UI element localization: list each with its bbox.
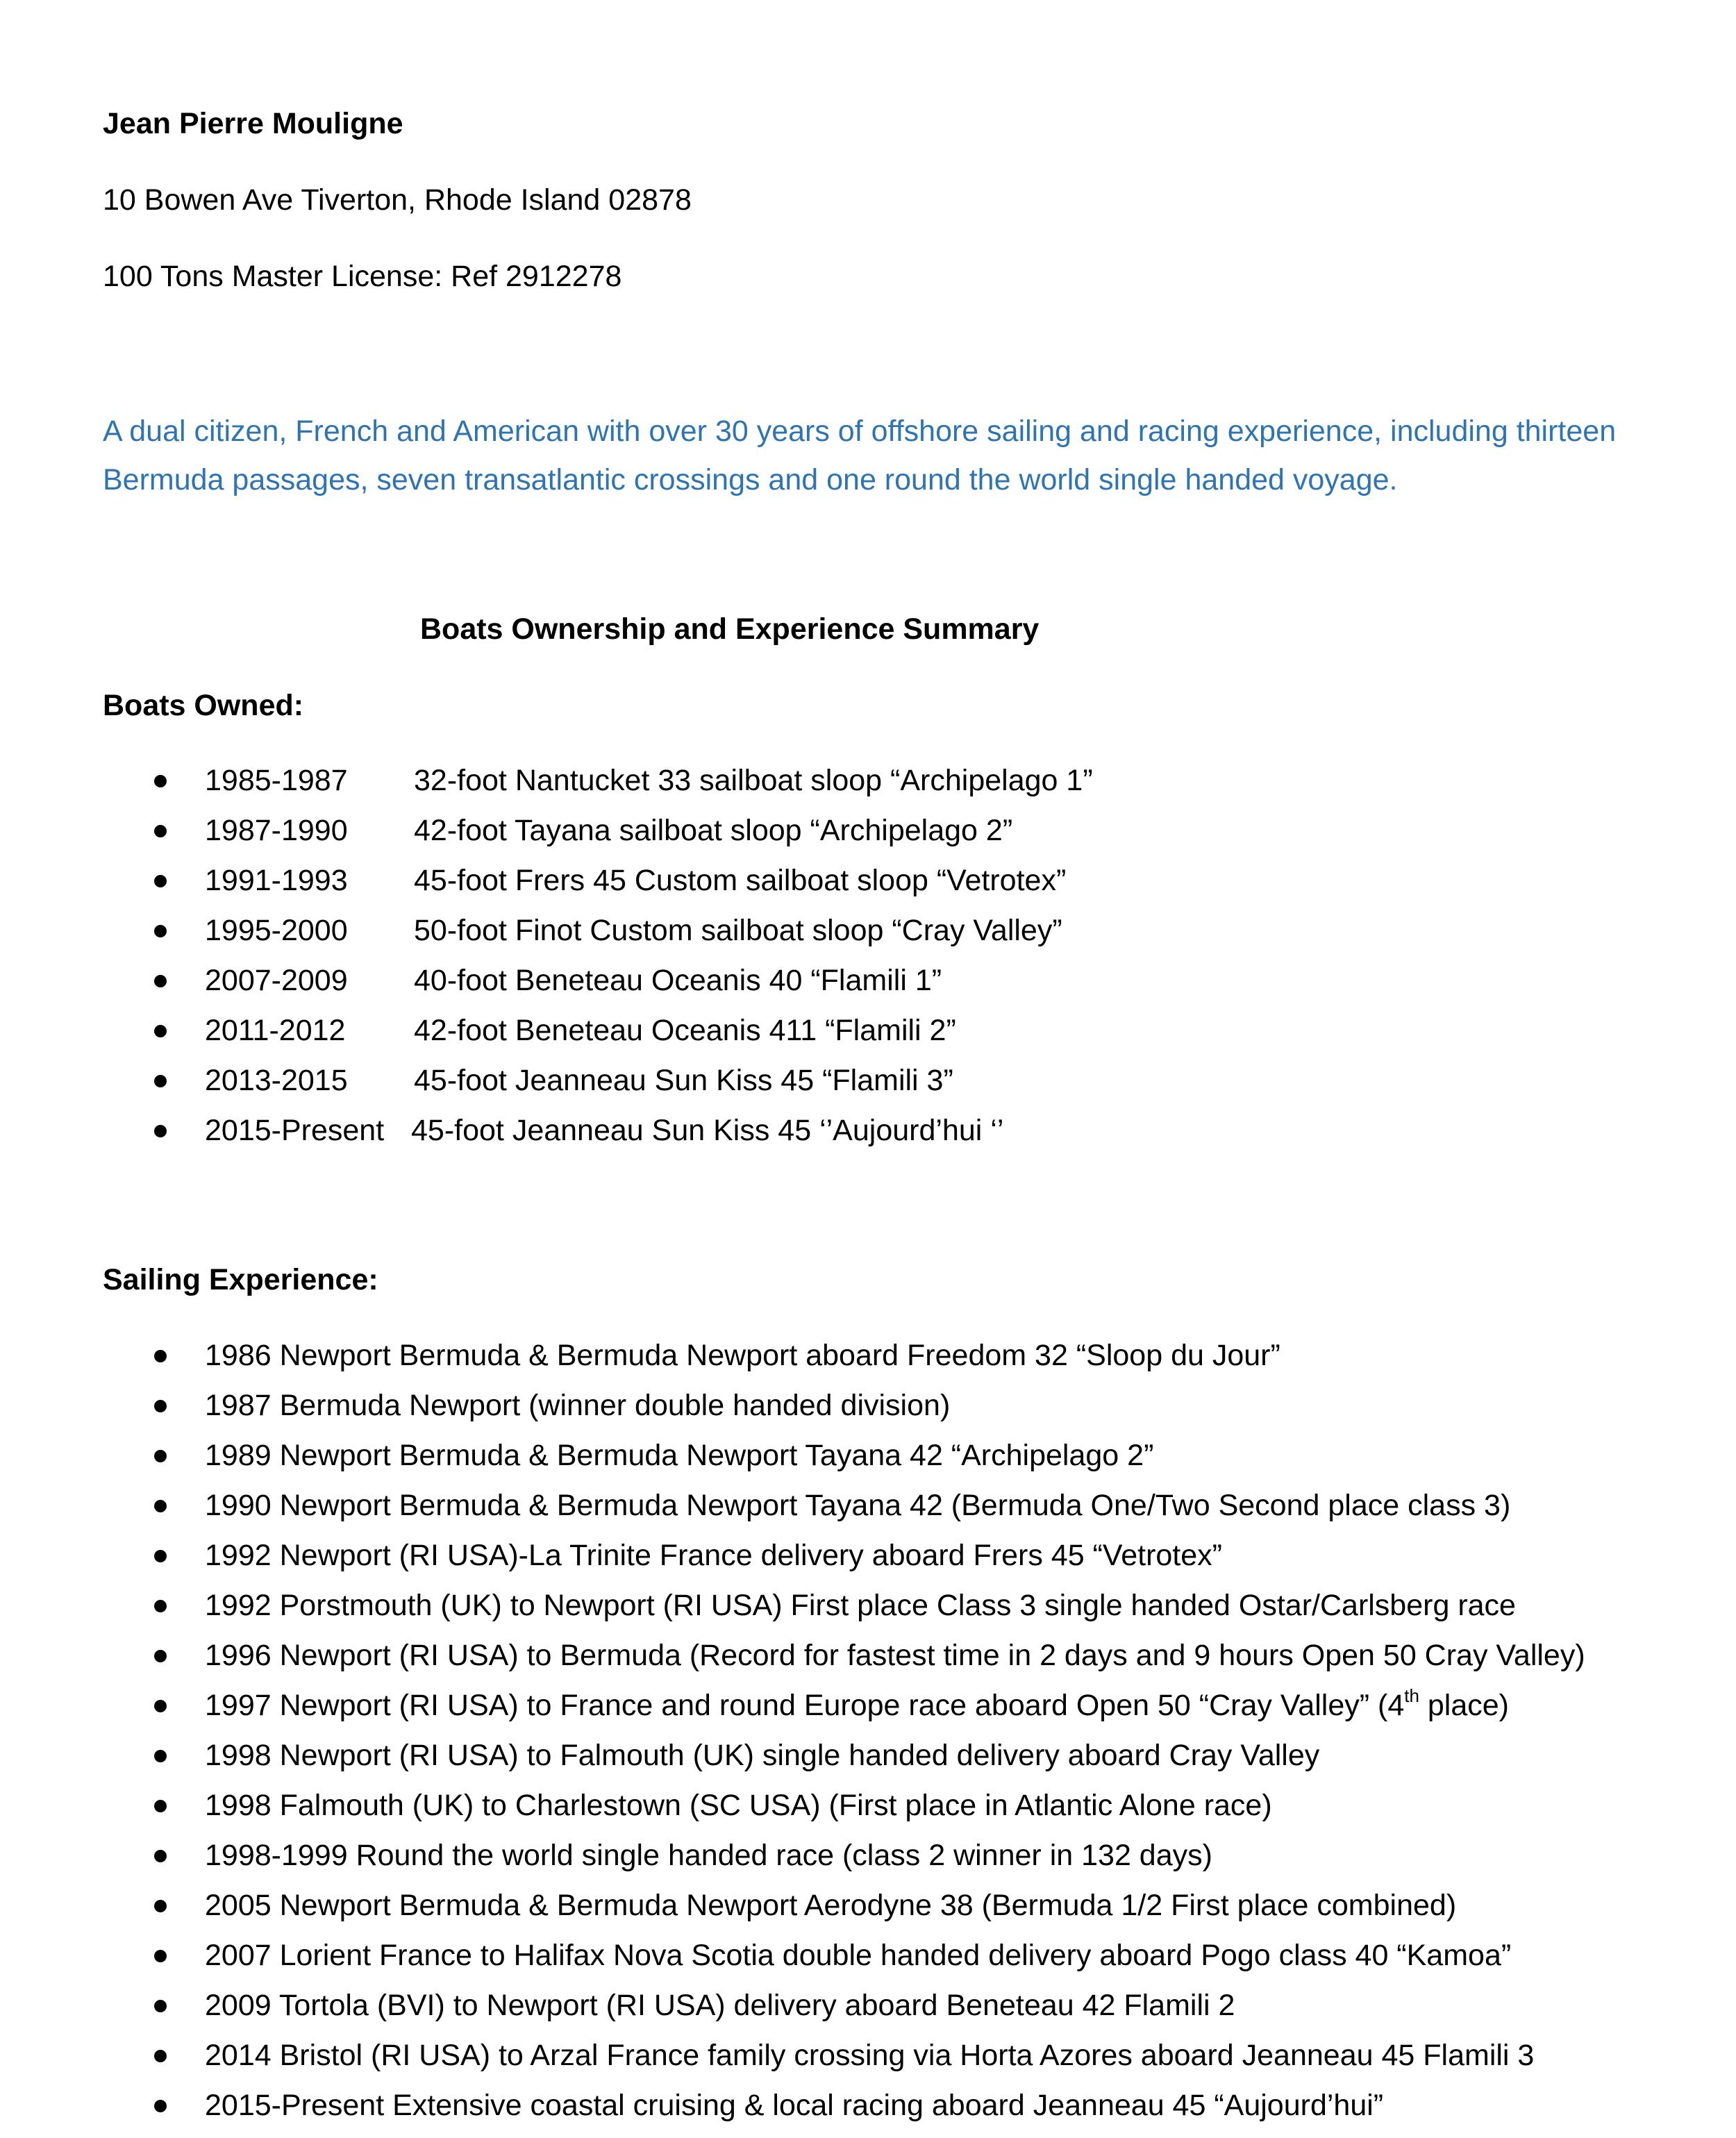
boat-years: 2007-2009 xyxy=(205,964,348,997)
bullet-icon xyxy=(154,1450,167,1462)
boat-years: 1987-1990 xyxy=(205,814,348,847)
experience-text: 2009 Tortola (BVI) to Newport (RI USA) delivery aboard Beneteau 42 Flamili 2 xyxy=(205,1989,1235,2022)
experience-text-4th-place xyxy=(205,1687,1509,1723)
experience-text: 1992 Porstmouth (UK) to Newport (RI USA) First place Class 3 single handed Ostar/Carlsberg race xyxy=(205,1589,1516,1622)
boat-description: 45-foot Jeanneau Sun Kiss 45 ‘’Aujourd’hui ‘’ xyxy=(411,1114,1004,1147)
candidate-name: Jean Pierre Mouligne xyxy=(103,107,403,140)
experience-text: 1998 Falmouth (UK) to Charlestown (SC USA) (First place in Atlantic Alone race) xyxy=(205,1789,1272,1822)
experience-text: 1986 Newport Bermuda & Bermuda Newport aboard Freedom 32 “Sloop du Jour” xyxy=(205,1339,1280,1372)
boat-description: 42-foot Tayana sailboat sloop “Archipelago 2” xyxy=(414,814,1013,847)
experience-text: 1996 Newport (RI USA) to Bermuda (Record for fastest time in 2 days and 9 hours Open 50 Cray Valley) xyxy=(205,1639,1585,1672)
experience-text: 1998 Newport (RI USA) to Falmouth (UK) single handed delivery aboard Cray Valley xyxy=(205,1739,1320,1772)
boat-description: 50-foot Finot Custom sailboat sloop “Cray Valley” xyxy=(414,914,1062,947)
experience-text: 2007 Lorient France to Halifax Nova Scotia double handed delivery aboard Pogo class 40 “Kamoa” xyxy=(205,1939,1512,1972)
bullet-icon xyxy=(154,2000,167,2012)
bullet-icon xyxy=(154,1900,167,1912)
bullet-icon xyxy=(154,1025,167,1037)
bullet-icon xyxy=(154,1600,167,1612)
sailing-experience-heading: Sailing Experience: xyxy=(103,1263,378,1296)
bullet-icon xyxy=(154,925,167,937)
boat-years: 2015-Present xyxy=(205,1114,385,1147)
experience-text: 2014 Bristol (RI USA) to Arzal France family crossing via Horta Azores aboard Jeanneau 45 Flamili 3 xyxy=(205,2039,1535,2072)
boat-years: 1985-1987 xyxy=(205,764,348,797)
bullet-icon xyxy=(154,1400,167,1412)
boat-years: 2011-2012 xyxy=(205,1014,346,1047)
experience-text: 2015-Present Extensive coastal cruising & local racing aboard Jeanneau 45 “Aujourd’hui” xyxy=(205,2089,1384,2122)
boat-description: 42-foot Beneteau Oceanis 411 “Flamili 2” xyxy=(414,1014,956,1047)
boat-years: 1991-1993 xyxy=(205,864,348,897)
bullet-icon xyxy=(154,1800,167,1812)
bullet-icon xyxy=(154,825,167,837)
bullet-icon xyxy=(154,1950,167,1962)
bullet-icon xyxy=(154,1550,167,1562)
bullet-icon xyxy=(154,1075,167,1087)
experience-text: 2005 Newport Bermuda & Bermuda Newport Aerodyne 38 (Bermuda 1/2 First place combined) xyxy=(205,1889,1457,1922)
bullet-icon xyxy=(154,2050,167,2062)
boat-description: 45-foot Jeanneau Sun Kiss 45 “Flamili 3” xyxy=(414,1064,953,1097)
bullet-icon xyxy=(154,1125,167,1137)
profile-summary: A dual citizen, French and American with over 30 years of offshore sailing and racing experience, including thirteen Bermuda passages, seven transatlantic crossings and one round the world single handed voyage. xyxy=(103,415,1617,496)
boat-years: 1995-2000 xyxy=(205,914,348,947)
experience-text: 1989 Newport Bermuda & Bermuda Newport Tayana 42 “Archipelago 2” xyxy=(205,1439,1154,1472)
boat-description: 32-foot Nantucket 33 sailboat sloop “Archipelago 1” xyxy=(414,764,1093,797)
experience-text-main: 1997 Newport (RI USA) to France and round Europe race aboard Open 50 “Cray Valley” (4 xyxy=(205,1689,1405,1722)
bullet-icon xyxy=(154,1500,167,1512)
experience-text: 1992 Newport (RI USA)-La Trinite France delivery aboard Frers 45 “Vetrotex” xyxy=(205,1539,1222,1572)
boats-owned-heading: Boats Owned: xyxy=(103,689,304,722)
bullet-icon xyxy=(154,1700,167,1712)
boat-description: 40-foot Beneteau Oceanis 40 “Flamili 1” xyxy=(414,964,942,997)
experience-text: 1998-1999 Round the world single handed race (class 2 winner in 132 days) xyxy=(205,1839,1212,1872)
experience-text: 1987 Bermuda Newport (winner double handed division) xyxy=(205,1389,951,1422)
address: 10 Bowen Ave Tiverton, Rhode Island 02878 xyxy=(103,183,692,217)
section-title: Boats Ownership and Experience Summary xyxy=(420,612,1040,646)
ordinal-suffix: th xyxy=(1404,1685,1419,1706)
boat-description: 45-foot Frers 45 Custom sailboat sloop “Vetrotex” xyxy=(414,864,1067,897)
bullet-icon xyxy=(154,1750,167,1762)
experience-text-tail: place) xyxy=(1419,1689,1510,1722)
bullet-icon xyxy=(154,1350,167,1362)
bullet-icon xyxy=(154,2100,167,2112)
bullet-icon xyxy=(154,1650,167,1662)
license: 100 Tons Master License: Ref 2912278 xyxy=(103,260,622,293)
boat-years: 2013-2015 xyxy=(205,1064,348,1097)
experience-text: 1990 Newport Bermuda & Bermuda Newport Tayana 42 (Bermuda One/Two Second place class 3) xyxy=(205,1489,1511,1522)
bullet-icon xyxy=(154,875,167,887)
bullet-icon xyxy=(154,1850,167,1862)
bullet-icon xyxy=(154,975,167,987)
bullet-icon xyxy=(154,775,167,787)
